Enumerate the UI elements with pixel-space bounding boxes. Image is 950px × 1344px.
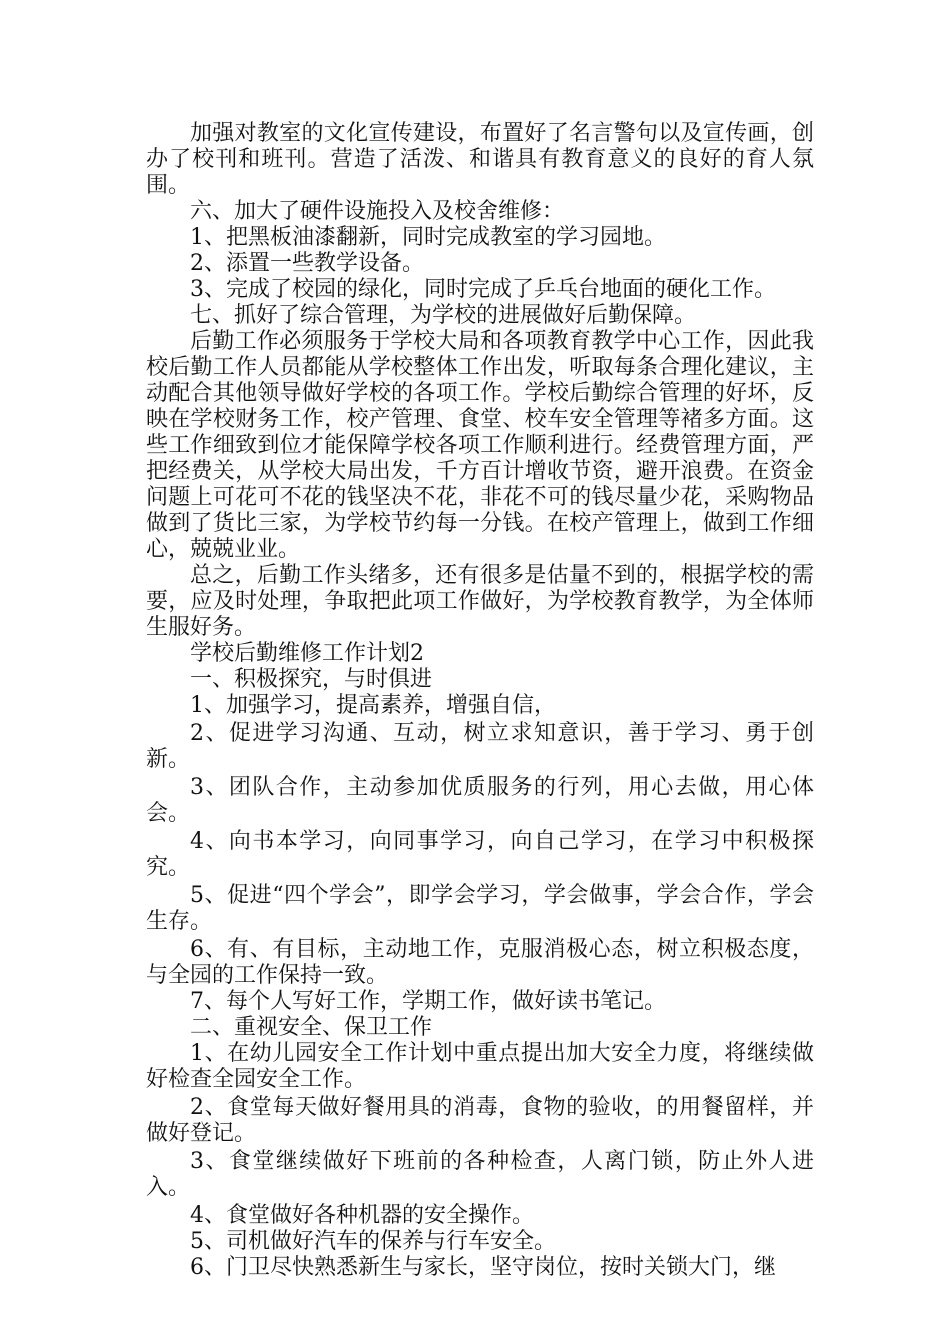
list-item: 1、加强学习，提高素养，增强自信， bbox=[190, 693, 556, 718]
list-item: 6、门卫尽快熟悉新生与家长，坚守岗位，按时关锁大门，继 bbox=[190, 1255, 776, 1280]
document-body bbox=[146, 121, 814, 1281]
document-title: 学校后勤维修工作计划2 bbox=[190, 641, 424, 666]
list-item: 7、每个人写好工作，学期工作，做好读书笔记。 bbox=[190, 989, 666, 1014]
list-item: 4、食堂做好各种机器的安全操作。 bbox=[190, 1203, 534, 1228]
list-item: 3、完成了校园的绿化，同时完成了乒乓台地面的硬化工作。 bbox=[190, 277, 776, 302]
section-heading: 一、积极探究，与时俱进 bbox=[190, 667, 433, 692]
list-item: 3、食堂继续做好下班前的各种检查，人离门锁，防止外人进入。 bbox=[146, 1149, 814, 1200]
paragraph: 加强对教室的文化宣传建设，布置好了名言警句以及宣传画，创办了校刊和班刊。营造了活泼、和谐具有教育意义的良好的育人氛围。 bbox=[146, 121, 814, 198]
list-item: 3、团队合作，主动参加优质服务的行列，用心去做，用心体会。 bbox=[146, 775, 814, 826]
list-item: 5、促进“四个学会”，即学会学习，学会做事，学会合作，学会生存。 bbox=[146, 883, 814, 934]
list-item: 2、添置一些教学设备。 bbox=[190, 251, 424, 276]
list-item: 1、在幼儿园安全工作计划中重点提出加大安全力度，将继续做好检查全园安全工作。 bbox=[146, 1041, 814, 1092]
list-item: 1、把黑板油漆翻新，同时完成教室的学习园地。 bbox=[190, 225, 666, 250]
list-item: 6、有、有目标，主动地工作，克服消极心态，树立积极态度，与全园的工作保持一致。 bbox=[146, 937, 814, 988]
list-item: 5、司机做好汽车的保养与行车安全。 bbox=[190, 1229, 556, 1254]
list-item: 2、促进学习沟通、互动，树立求知意识，善于学习、勇于创新。 bbox=[146, 721, 814, 772]
section-heading: 七、抓好了综合管理，为学校的进展做好后勤保障。 bbox=[190, 303, 697, 328]
section-heading: 六、加大了硬件设施投入及校舍维修： bbox=[190, 199, 565, 224]
section-heading: 二、重视安全、保卫工作 bbox=[190, 1015, 433, 1040]
list-item: 4、向书本学习，向同事学习，向自己学习，在学习中积极探究。 bbox=[146, 829, 814, 880]
list-item: 2、食堂每天做好餐用具的消毒，食物的验收，的用餐留样，并做好登记。 bbox=[146, 1095, 814, 1146]
paragraph: 后勤工作必须服务于学校大局和各项教育教学中心工作，因此我校后勤工作人员都能从学校整体工作出发，听取每条合理化建议，主动配合其他领导做好学校的各项工作。学校后勤综合管理的好坏，反映在学校财务工作，校产管理、食堂、校车安全管理等褚多方面。这些工作细致到位才能保障学校各项工作顺利进行。经费管理方面，严把经费关，从学校大局出发，千方百计增收节资，避开浪费。在资金问题上可花可不花的钱坚决不花，非花不可的钱尽量少花，采购物品做到了货比三家，为学校节约每一分钱。在校产管理上，做到工作细心，兢兢业业。 bbox=[146, 329, 814, 562]
paragraph: 总之，后勤工作头绪多，还有很多是估量不到的，根据学校的需要，应及时处理，争取把此项工作做好，为学校教育教学，为全体师生服好务。 bbox=[146, 563, 814, 640]
